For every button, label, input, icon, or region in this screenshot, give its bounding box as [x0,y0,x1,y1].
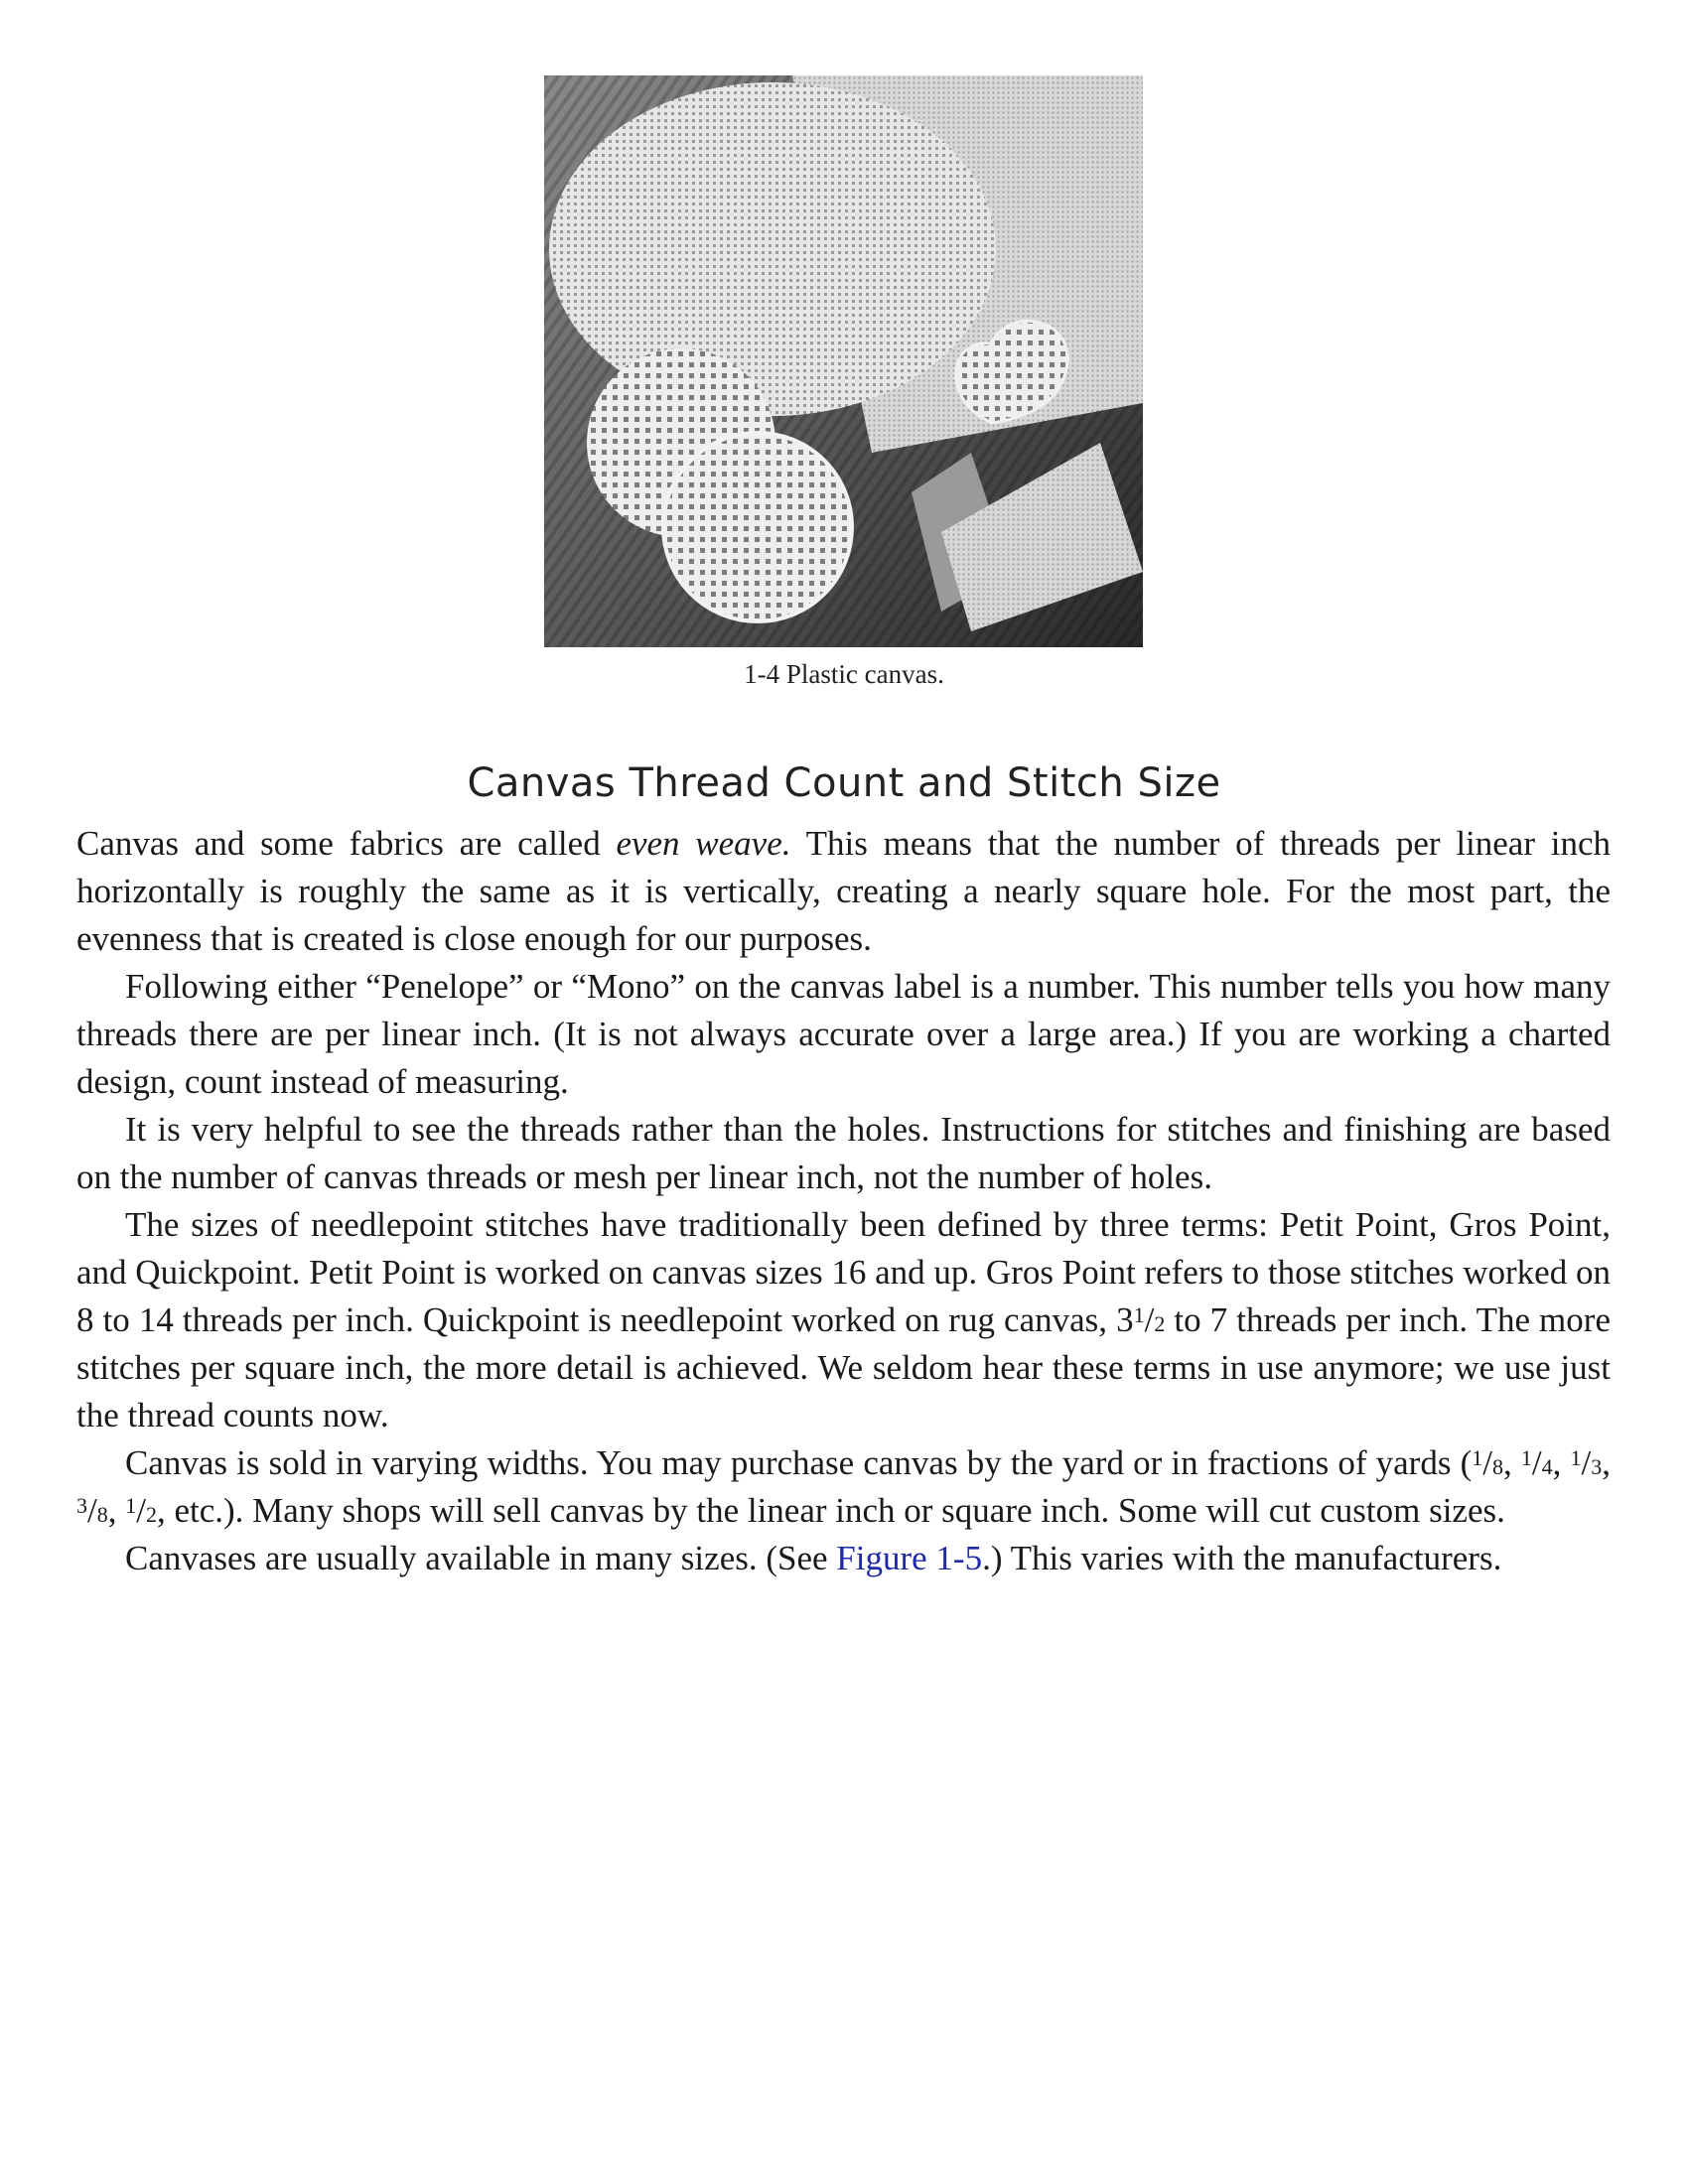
plastic-canvas-photo [544,75,1143,647]
paragraph-penelope-mono: Following either “Penelope” or “Mono” on the canvas label is a number. This number tells you how many threads there are per linear inch. (It is not always accurate over a large area.) If you are working a charted design, count instead of measuring. [76,967,1611,1101]
term-even-weave: even weave. [616,824,791,863]
paragraph-even-weave: Canvas and some fabrics are called even weave. This means that the number of threads per linear inch horizontally is roughly the same as it is vertically, creating a nearly square hole. For the most part, the evenness that is created is close enough for our purposes. [76,824,1612,958]
paragraph-canvas-widths: Canvas is sold in varying widths. You may purchase canvas by the yard or in fractions of yards ($^1$/8, $^1$/4, $^1$/3, $^3$/8, $^1$/2, etc.). Many shops will sell canvas by the linear inch or square inch. Some will cut custom sizes. [76,1443,1612,1530]
figure-1-5-link[interactable]: Figure 1-5 [836,1539,983,1577]
figure-caption: 1-4 Plastic canvas. [744,659,944,689]
section-heading: Canvas Thread Count and Stitch Size [467,760,1221,806]
paragraph-canvas-sizes: Canvases are usually available in many sizes. (See Figure 1-5.) This varies with the manufacturers. [125,1539,1502,1577]
paragraph-stitch-sizes: The sizes of needlepoint stitches have traditionally been defined by three terms: Petit Point, Gros Point, and Quickpoint. Petit Point is worked on canvas sizes 16 and up. Gros Point refers to those stitches worked on 8 to 14 threads per inch. Quickpoint is needlepoint worked on rug canvas, $3^1/2$ to 7 threads per inch. The more stitches per square inch, the more detail is achieved. We seldom hear these terms in use anymore; we use just the thread counts now. [76,1205,1611,1434]
paragraph-threads-vs-holes: It is very helpful to see the threads rather than the holes. Instructions for stitches and finishing are based on the number of canvas threads or mesh per linear inch, not the number of holes. [76,1110,1611,1196]
body-text [76,820,1611,1582]
